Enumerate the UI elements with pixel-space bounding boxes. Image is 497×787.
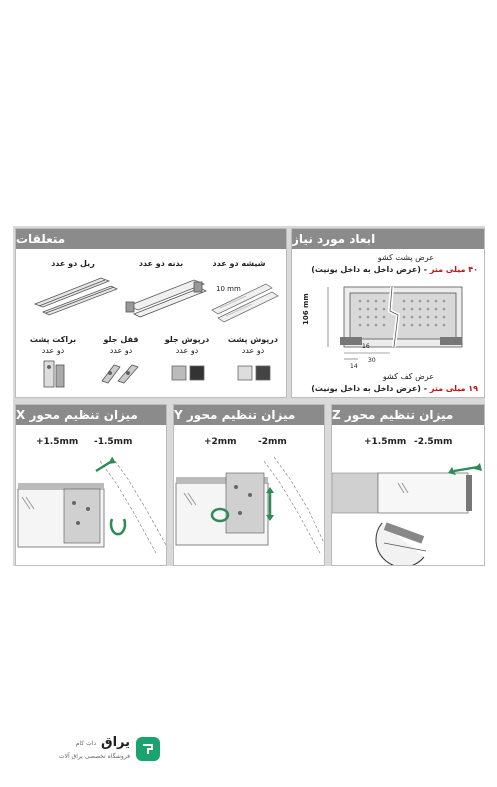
height-dimension: 106 mm xyxy=(302,293,310,325)
back-width-note: (عرض داخل به داخل یونیت) xyxy=(311,265,421,274)
item-label-rail: ریل دو عدد xyxy=(51,259,95,268)
item-label-front-cap: درپوش جلو xyxy=(164,335,210,344)
floor-width-row: ۱۹ میلی متر - (عرض داخل به داخل یونیت) xyxy=(311,384,478,393)
brand-logo-icon xyxy=(136,737,160,761)
brand-logo[interactable] xyxy=(40,735,160,765)
adjust-x-diagram xyxy=(16,453,166,565)
brand-icon-glyph xyxy=(136,737,160,761)
dimensions-header: ابعاد مورد نیاز xyxy=(292,229,484,249)
accessories-panel xyxy=(15,228,287,398)
rail-illustration xyxy=(31,274,121,319)
adjust-z-plus: +1.5mm xyxy=(364,437,407,447)
glass-dim-label: 10 mm xyxy=(216,285,241,293)
back-width-label: عرض پشت کشو xyxy=(377,253,434,262)
floor-width-value: ۱۹ میلی متر xyxy=(429,384,478,393)
adjust-z-minus: -2.5mm xyxy=(414,437,453,447)
adjust-x-minus: -1.5mm xyxy=(94,437,133,447)
item-label-glass: شیشه دو عدد xyxy=(212,259,266,268)
item-label-body: بدنه دو عدد xyxy=(138,259,184,268)
floor-width-label: عرض کف کشو xyxy=(382,372,434,381)
dim-14: 14 xyxy=(350,363,358,370)
item-label-back-cap: درپوش پشت xyxy=(227,335,278,344)
front-cap-illustration xyxy=(168,362,208,384)
back-cap-illustration xyxy=(234,362,274,384)
adjust-y-diagram xyxy=(174,453,324,565)
accessories-header: متعلقات xyxy=(16,229,286,249)
dim-30: 30 xyxy=(368,357,376,364)
back-width-row: ۴۰ میلی متر - (عرض داخل به داخل یونیت) xyxy=(311,265,478,274)
brand-tagline: فروشگاه تخصصی یراق آلات xyxy=(58,753,130,760)
brand-name: یراق xyxy=(100,735,130,750)
floor-width-note: (عرض داخل به داخل یونیت) xyxy=(311,384,421,393)
item-qty-front-lock: دو عدد xyxy=(109,346,133,355)
adjust-x-panel xyxy=(15,404,167,566)
front-lock-illustration xyxy=(98,359,143,387)
product-sheet xyxy=(13,226,485,566)
adjust-y-panel xyxy=(173,404,325,566)
item-label-back-bracket: براکت پشت xyxy=(29,335,77,344)
adjust-y-minus: -2mm xyxy=(258,437,287,447)
adjust-y-header: میزان تنظیم محور Y xyxy=(174,405,324,425)
adjust-z-header: میزان تنظیم محور Z xyxy=(332,405,484,425)
adjust-z-panel xyxy=(331,404,485,566)
dimensions-panel xyxy=(291,228,485,398)
adjust-y-plus: +2mm xyxy=(204,437,237,447)
brand-suffix: دات کام xyxy=(75,740,96,747)
body-illustration xyxy=(124,274,209,319)
adjust-x-plus: +1.5mm xyxy=(36,437,79,447)
back-bracket-illustration xyxy=(38,357,72,391)
drawer-section-diagram xyxy=(320,281,470,371)
dim-16: 16 xyxy=(362,343,370,350)
item-qty-front-cap: دو عدد xyxy=(175,346,199,355)
adjust-z-diagram xyxy=(332,453,484,565)
glass-illustration xyxy=(206,274,281,324)
item-qty-back-bracket: دو عدد xyxy=(41,346,65,355)
adjust-x-header: میزان تنظیم محور X xyxy=(16,405,166,425)
item-qty-back-cap: دو عدد xyxy=(241,346,265,355)
item-label-front-lock: قفل جلو xyxy=(103,335,139,344)
back-width-value: ۴۰ میلی متر xyxy=(429,265,478,274)
